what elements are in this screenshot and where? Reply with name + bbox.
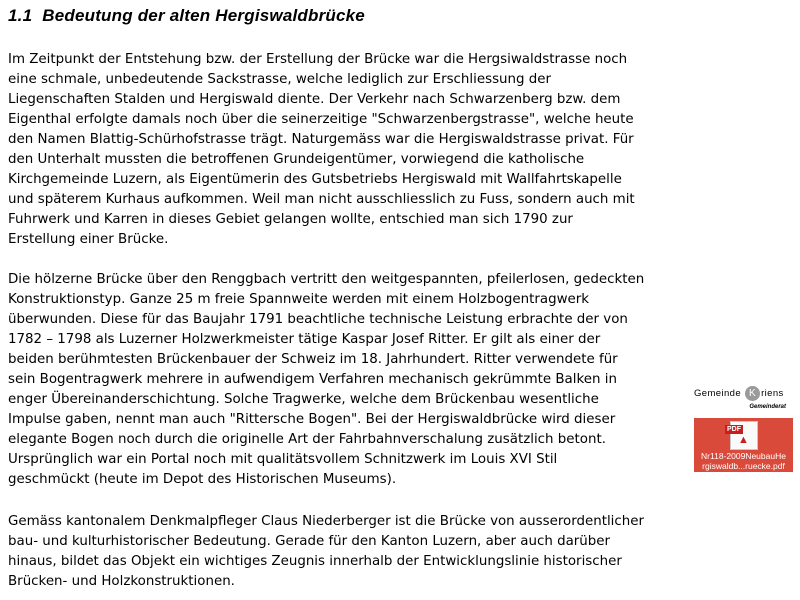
logo-mark-icon: K xyxy=(745,386,760,401)
text-line: den Namen Blattig-Schürhofstrasse trägt. Naturgemäss war die Hergiswaldstrasse privat. Für xyxy=(8,132,634,147)
acrobat-icon: ▲ xyxy=(738,434,749,446)
text-line: Eigenthal erfolgte damals noch über die seinerzeitige "Schwarzenbergstrasse", welche heute xyxy=(8,112,634,127)
filename-line: rgiswaldb...ruecke.pdf xyxy=(702,461,785,471)
text-line: den Unterhalt mussten die betroffenen Grundeigentümer, vorwiegend die katholische xyxy=(8,152,585,167)
text-line: Liegenschaften Stalden und Hergiswald diente. Der Verkehr nach Schwarzenberg bzw. dem xyxy=(8,92,621,107)
text-line: 1782 – 1798 als Luzerner Holzwerkmeister tätige Kaspar Josef Ritter. Er gilt als einer der xyxy=(8,332,601,347)
text-line: Gemäss kantonalem Denkmalpfleger Claus Niederberger ist die Brücke von ausserordentlicher xyxy=(8,514,644,529)
logo-text-right: riens xyxy=(761,388,784,400)
pdf-attachment[interactable] xyxy=(694,418,793,472)
text-line: beiden berühmtesten Brückenbauer der Schweiz im 18. Jahrhundert. Ritter verwendete für xyxy=(8,352,618,367)
text-line: und späterem Kurhaus aufkommen. Weil man nicht ausschliesslich zu Fuss, sondern auch mit xyxy=(8,192,635,207)
text-line: geschmückt (heute im Depot des Historischen Museums). xyxy=(8,472,397,487)
text-line: Die hölzerne Brücke über den Renggbach vertritt den weitgespannten, pfeilerlosen, gedeckten xyxy=(8,272,645,287)
text-line: Konstruktionstyp. Ganze 25 m freie Spannweite werden mit einem Holzbogentragwerk xyxy=(8,292,590,307)
text-line: sein Bogentragwerk mehrere in aufwendigem Verfahren mechanisch gekrümmte Balken in xyxy=(8,372,617,387)
text-line: elegante Bogen noch durch die originelle Art der Fahrbahnverschalung zusätzlich betont. xyxy=(8,432,606,447)
paragraph-construction xyxy=(8,270,696,490)
section-title: Bedeutung der alten Hergiswaldbrücke xyxy=(42,6,365,25)
section-number: 1.1 xyxy=(8,6,33,25)
text-line: hinaus, bildet das Objekt ein wichtiges Zeugnis innerhalb der Entwicklungslinie historischer xyxy=(8,554,622,569)
text-line: eine schmale, unbedeutende Sackstrasse, welche lediglich zur Erschliessung der xyxy=(8,72,552,87)
gemeinde-kriens-logo xyxy=(694,377,794,413)
paragraph-origin xyxy=(8,50,696,250)
text-line: Impulse gaben, nennt man auch "Rittersche Bogen". Bei der Hergiswaldbrücke wird dieser xyxy=(8,412,616,427)
text-line: Erstellung einer Brücke. xyxy=(8,232,169,247)
attachment-filename xyxy=(696,451,791,471)
text-line: Fuhrwerk und Karren in dieses Gebiet gelangen wollte, entschied man sich 1790 zur xyxy=(8,212,573,227)
text-line: Brücken- und Holzkonstruktionen. xyxy=(8,574,235,589)
text-line: bau- und kulturhistorischer Bedeutung. Gerade für den Kanton Luzern, aber auch darüber xyxy=(8,534,611,549)
logo-text-left: Gemeinde xyxy=(694,388,742,400)
pdf-file-icon xyxy=(727,421,758,450)
text-line: Kirchgemeinde Luzern, als Eigentümerin des Gutsbetriebs Hergiswald mit Wallfahrtskapelle xyxy=(8,172,622,187)
logo-subtitle: Gemeinderat xyxy=(749,404,786,410)
text-line: überwunden. Diese für das Baujahr 1791 beachtliche technische Leistung erbrachte der von xyxy=(8,312,628,327)
text-line: Im Zeitpunkt der Entstehung bzw. der Erstellung der Brücke war die Hergsiwaldstrasse noch xyxy=(8,52,628,67)
section-heading xyxy=(8,6,365,26)
filename-line: Nr118-2009NeubauHe xyxy=(701,451,786,461)
text-line: Ursprünglich war ein Portal noch mit qualitätsvollem Schnitzwerk im Louis XVI Stil xyxy=(8,452,558,467)
text-line: enger Übereinanderschichtung. Solche Tragwerke, welche dem Brückenbau wesentliche xyxy=(8,392,599,407)
pdf-badge: PDF xyxy=(727,426,741,433)
paragraph-significance xyxy=(8,512,696,592)
